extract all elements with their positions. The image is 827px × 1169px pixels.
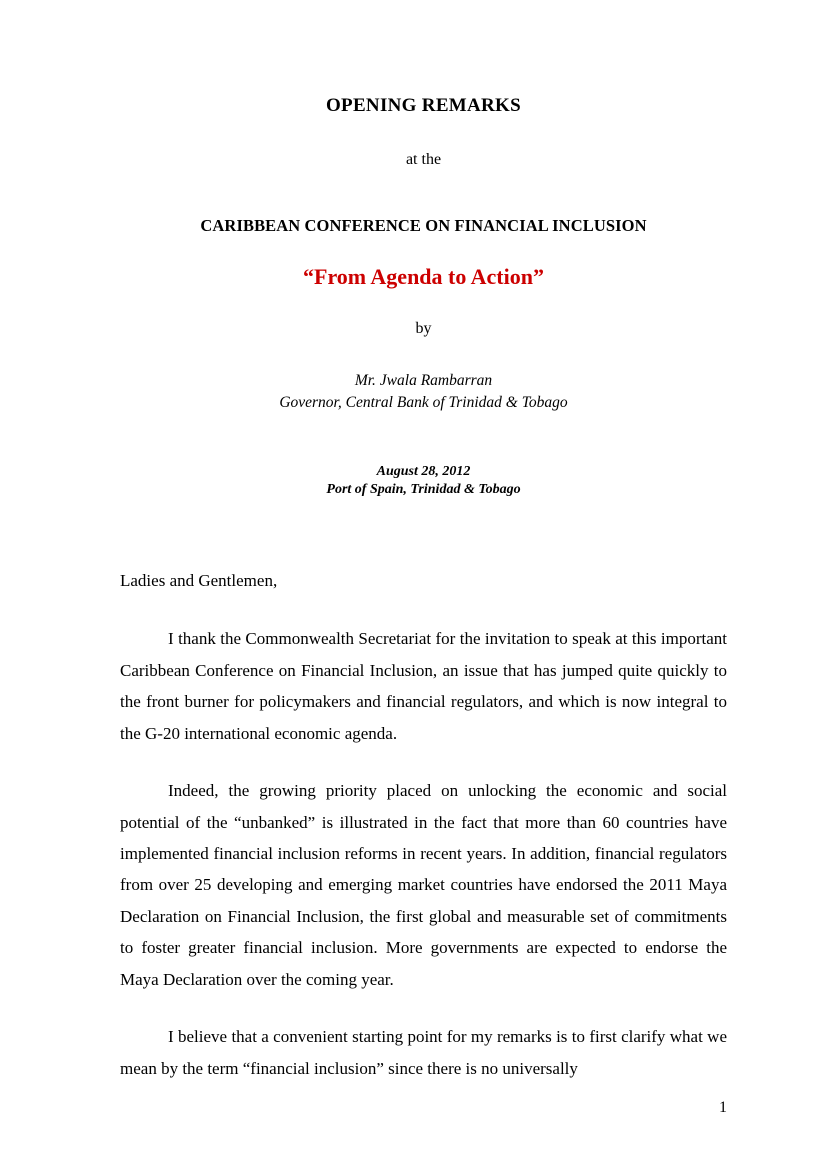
body-paragraph: I thank the Commonwealth Secretariat for the invitation to speak at this important Caribbean Conference on Financial Inclusion, an issue that has jumped quite quickly to the front burner for policymakers and financial regulators, and which is now integral to the G-20 international economic agenda. (120, 629, 727, 743)
event-location: Port of Spain, Trinidad & Tobago (326, 482, 521, 498)
speaker-name: Mr. Jwala Rambarran (354, 372, 493, 389)
conference-theme: “From Agenda to Action” (303, 264, 544, 289)
page-number: 1 (719, 1099, 727, 1116)
by-label: by (415, 320, 432, 337)
document-content (120, 95, 727, 1110)
conference-title: CARIBBEAN CONFERENCE ON FINANCIAL INCLUSION (200, 216, 647, 235)
event-date: August 28, 2012 (376, 463, 471, 479)
at-the-label: at the (405, 151, 442, 168)
speaker-title: Governor, Central Bank of Trinidad & Tobago (279, 394, 568, 412)
speaker-block (120, 370, 727, 415)
body-paragraph: Indeed, the growing priority placed on unlocking the economic and social potential of the “unbanked” is illustrated in the fact that more than 60 countries have implemented financial inclusion reforms in recent years. In addition, financial regulators from over 25 developing and emerging market countries have endorsed the 2011 Maya Declaration on Financial Inclusion, the first global and measurable set of commitments to foster greater financial inclusion. More governments are expected to endorse the Maya Declaration over the coming year. (120, 781, 727, 989)
salutation: Ladies and Gentlemen, (120, 571, 278, 591)
page-title: OPENING REMARKS (325, 95, 522, 116)
body-paragraph: I believe that a convenient starting point for my remarks is to first clarify what we mean by the term “financial inclusion” since there is no universally (120, 1027, 727, 1078)
dateline-block (120, 463, 727, 499)
